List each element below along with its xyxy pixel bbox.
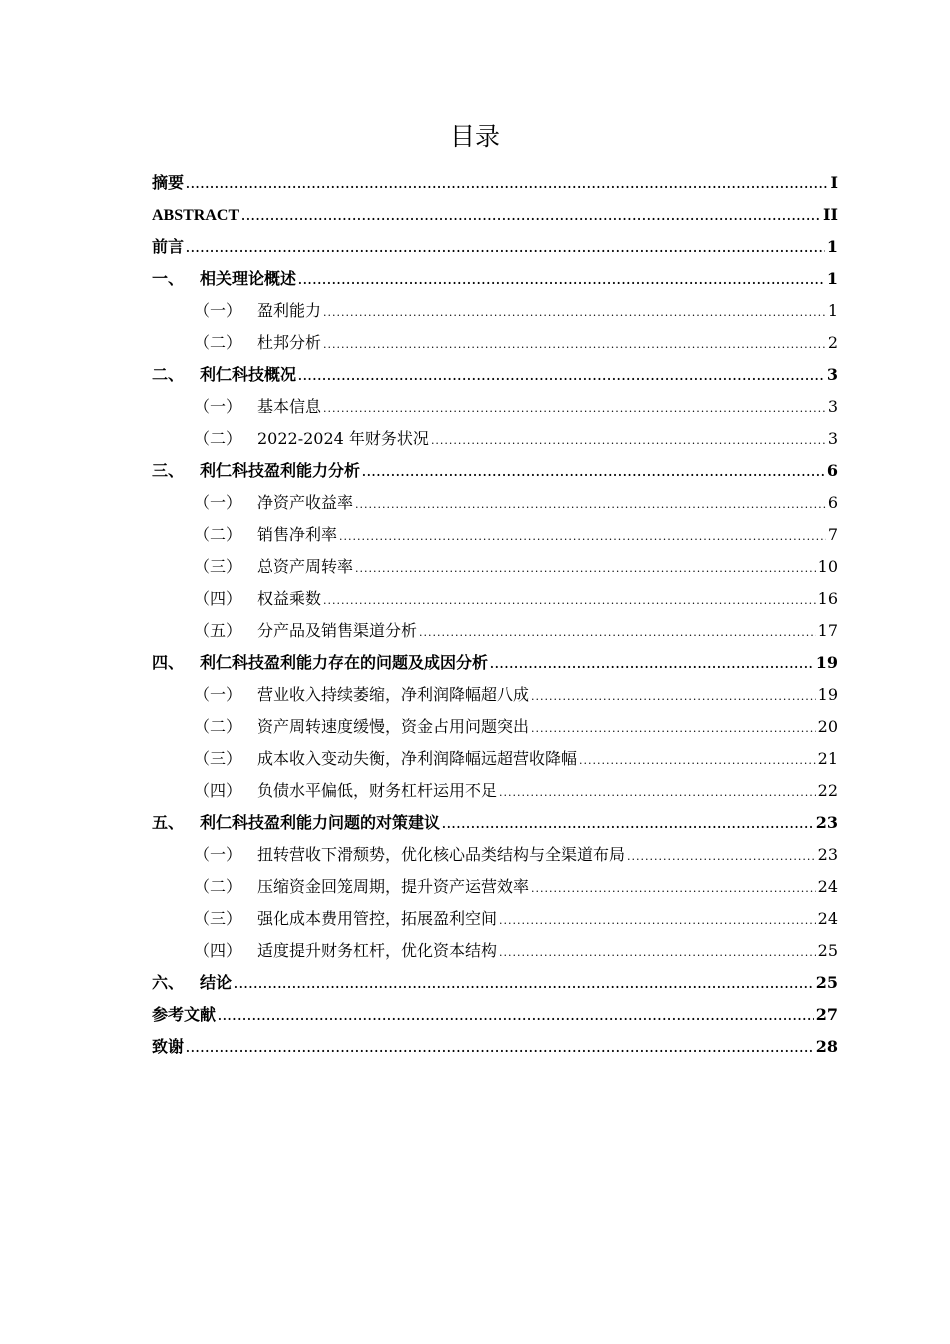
toc-entry-text: 盈利能力 bbox=[257, 301, 322, 320]
toc-entry-number: （四） bbox=[194, 781, 243, 800]
toc-entry-page: 3 bbox=[827, 397, 838, 416]
toc-entry-text: 参考文献 bbox=[152, 1005, 217, 1024]
toc-entry-number: （一） bbox=[194, 685, 243, 704]
toc-leader-dots bbox=[499, 777, 816, 809]
toc-leader-dots bbox=[218, 1001, 814, 1033]
toc-entry-number: 六、 bbox=[152, 973, 185, 992]
toc-entry-text: ABSTRACT bbox=[152, 207, 240, 224]
toc-chapter-2[interactable] bbox=[152, 359, 838, 391]
toc-entry-text: 利仁科技盈利能力存在的问题及成因分析 bbox=[200, 653, 489, 672]
toc-entry-number: 二、 bbox=[152, 365, 185, 384]
toc-entry-page: II bbox=[823, 205, 838, 224]
toc-entry-text: 分产品及销售渠道分析 bbox=[257, 621, 418, 640]
toc-entry-references[interactable] bbox=[152, 999, 838, 1031]
toc-entry-text: 利仁科技概况 bbox=[200, 365, 297, 384]
toc-entry-text: 权益乘数 bbox=[257, 589, 322, 608]
toc-entry-page: 3 bbox=[826, 365, 838, 384]
toc-leader-dots bbox=[531, 681, 816, 713]
toc-entry-page: 25 bbox=[815, 973, 838, 992]
toc-entry-abstract-cn[interactable] bbox=[152, 167, 838, 199]
toc-entry-text: 成本收入变动失衡，净利润降幅远超营收降幅 bbox=[257, 749, 578, 768]
toc-leader-dots bbox=[579, 745, 816, 777]
toc-leader-dots bbox=[241, 201, 821, 233]
toc-entry-number: （二） bbox=[194, 333, 243, 352]
table-of-contents bbox=[152, 167, 838, 1063]
toc-leader-dots bbox=[442, 809, 814, 841]
toc-entry-text: 适度提升财务杠杆，优化资本结构 bbox=[257, 941, 498, 960]
toc-leader-dots bbox=[298, 361, 825, 393]
toc-entry-number: （四） bbox=[194, 589, 243, 608]
toc-entry-text: 销售净利率 bbox=[257, 525, 338, 544]
toc-entry-page: 17 bbox=[817, 621, 838, 640]
toc-title: 目录 bbox=[449, 122, 500, 151]
toc-leader-dots bbox=[298, 265, 825, 297]
toc-entry-page: 21 bbox=[817, 749, 838, 768]
toc-chapter-1[interactable] bbox=[152, 263, 838, 295]
toc-leader-dots bbox=[490, 649, 814, 681]
toc-entry-page: 6 bbox=[827, 493, 838, 512]
toc-entry-number: （二） bbox=[194, 717, 243, 736]
toc-entry-text: 强化成本费用管控，拓展盈利空间 bbox=[257, 909, 498, 928]
toc-section-1-1[interactable] bbox=[152, 295, 838, 327]
toc-leader-dots bbox=[419, 617, 816, 649]
toc-entry-page: 23 bbox=[817, 845, 838, 864]
toc-entry-text: 2022-2024 年财务状况 bbox=[257, 429, 429, 448]
toc-chapter-4[interactable] bbox=[152, 647, 838, 679]
toc-leader-dots bbox=[323, 297, 826, 329]
toc-entry-page: 22 bbox=[817, 781, 838, 800]
toc-section-2-1[interactable] bbox=[152, 391, 838, 423]
toc-entry-number: 五、 bbox=[152, 813, 185, 832]
toc-entry-text: 营业收入持续萎缩，净利润降幅超八成 bbox=[257, 685, 530, 704]
toc-entry-number: 三、 bbox=[152, 461, 185, 480]
toc-section-3-3[interactable] bbox=[152, 551, 838, 583]
toc-entry-text: 摘要 bbox=[152, 173, 185, 192]
toc-leader-dots bbox=[627, 841, 816, 873]
toc-entry-number: （三） bbox=[194, 557, 243, 576]
toc-entry-page: 25 bbox=[817, 941, 838, 960]
toc-leader-dots bbox=[531, 713, 816, 745]
toc-leader-dots bbox=[355, 489, 826, 521]
toc-section-3-2[interactable] bbox=[152, 519, 838, 551]
toc-chapter-5[interactable] bbox=[152, 807, 838, 839]
toc-section-4-1[interactable] bbox=[152, 679, 838, 711]
toc-leader-dots bbox=[431, 425, 826, 457]
toc-entry-number: （五） bbox=[194, 621, 243, 640]
toc-entry-page: 2 bbox=[827, 333, 838, 352]
toc-section-5-2[interactable] bbox=[152, 871, 838, 903]
toc-leader-dots bbox=[323, 585, 816, 617]
toc-entry-number: （一） bbox=[194, 397, 243, 416]
toc-entry-number: （三） bbox=[194, 749, 243, 768]
toc-leader-dots bbox=[234, 969, 814, 1001]
toc-leader-dots bbox=[323, 329, 826, 361]
toc-entry-abstract-en[interactable] bbox=[152, 199, 838, 231]
toc-entry-page: 23 bbox=[815, 813, 838, 832]
toc-chapter-6[interactable] bbox=[152, 967, 838, 999]
toc-leader-dots bbox=[531, 873, 816, 905]
toc-entry-text: 压缩资金回笼周期，提升资产运营效率 bbox=[257, 877, 530, 896]
toc-entry-page: 16 bbox=[817, 589, 838, 608]
toc-entry-text: 相关理论概述 bbox=[200, 269, 297, 288]
toc-entry-text: 资产周转速度缓慢，资金占用问题突出 bbox=[257, 717, 530, 736]
toc-entry-page: 1 bbox=[826, 269, 838, 288]
toc-entry-text: 扭转营收下滑颓势，优化核心品类结构与全渠道布局 bbox=[257, 845, 626, 864]
toc-section-4-3[interactable] bbox=[152, 743, 838, 775]
toc-section-3-1[interactable] bbox=[152, 487, 838, 519]
toc-entry-text: 致谢 bbox=[152, 1037, 185, 1056]
toc-section-5-3[interactable] bbox=[152, 903, 838, 935]
toc-entry-text: 总资产周转率 bbox=[257, 557, 354, 576]
toc-entry-number: （一） bbox=[194, 493, 243, 512]
toc-entry-page: 1 bbox=[827, 301, 838, 320]
toc-entry-page: 7 bbox=[827, 525, 838, 544]
toc-entry-number: （二） bbox=[194, 525, 243, 544]
toc-leader-dots bbox=[323, 393, 826, 425]
toc-leader-dots bbox=[355, 553, 816, 585]
toc-leader-dots bbox=[186, 233, 825, 265]
toc-entry-number: （二） bbox=[194, 429, 243, 448]
toc-entry-page: 28 bbox=[815, 1037, 838, 1056]
toc-entry-number: （三） bbox=[194, 909, 243, 928]
toc-section-4-4[interactable] bbox=[152, 775, 838, 807]
toc-section-3-4[interactable] bbox=[152, 583, 838, 615]
toc-section-1-2[interactable] bbox=[152, 327, 838, 359]
toc-entry-page: 19 bbox=[817, 685, 838, 704]
toc-entry-page: 20 bbox=[817, 717, 838, 736]
toc-section-2-2[interactable] bbox=[152, 423, 838, 455]
toc-entry-page: 6 bbox=[826, 461, 838, 480]
toc-entry-text: 利仁科技盈利能力问题的对策建议 bbox=[200, 813, 441, 832]
toc-entry-page: I bbox=[830, 173, 838, 192]
toc-entry-page: 24 bbox=[817, 909, 838, 928]
toc-leader-dots bbox=[186, 169, 829, 201]
toc-section-5-4[interactable] bbox=[152, 935, 838, 967]
toc-entry-acknowledgements[interactable] bbox=[152, 1031, 838, 1063]
toc-leader-dots bbox=[362, 457, 825, 489]
toc-entry-page: 10 bbox=[817, 557, 838, 576]
toc-entry-page: 3 bbox=[827, 429, 838, 448]
toc-leader-dots bbox=[339, 521, 826, 553]
toc-entry-number: 四、 bbox=[152, 653, 185, 672]
toc-entry-text: 结论 bbox=[200, 973, 233, 992]
toc-entry-page: 27 bbox=[815, 1005, 838, 1024]
toc-leader-dots bbox=[499, 937, 816, 969]
toc-entry-text: 负债水平偏低，财务杠杆运用不足 bbox=[257, 781, 498, 800]
toc-entry-page: 24 bbox=[817, 877, 838, 896]
toc-entry-text: 前言 bbox=[152, 237, 185, 256]
toc-entry-text: 利仁科技盈利能力分析 bbox=[200, 461, 361, 480]
toc-chapter-3[interactable] bbox=[152, 455, 838, 487]
toc-entry-number: （一） bbox=[194, 301, 243, 320]
toc-entry-number: 一、 bbox=[152, 269, 185, 288]
toc-entry-page: 19 bbox=[815, 653, 838, 672]
toc-section-5-1[interactable] bbox=[152, 839, 838, 871]
toc-entry-text: 基本信息 bbox=[257, 397, 322, 416]
toc-entry-number: （四） bbox=[194, 941, 243, 960]
toc-leader-dots bbox=[186, 1033, 814, 1065]
toc-entry-number: （一） bbox=[194, 845, 243, 864]
toc-entry-number: （二） bbox=[194, 877, 243, 896]
toc-section-4-2[interactable] bbox=[152, 711, 838, 743]
toc-section-3-5[interactable] bbox=[152, 615, 838, 647]
toc-entry-text: 杜邦分析 bbox=[257, 333, 322, 352]
toc-entry-preface[interactable] bbox=[152, 231, 838, 263]
toc-leader-dots bbox=[499, 905, 816, 937]
toc-entry-text: 净资产收益率 bbox=[257, 493, 354, 512]
toc-entry-page: 1 bbox=[826, 237, 838, 256]
